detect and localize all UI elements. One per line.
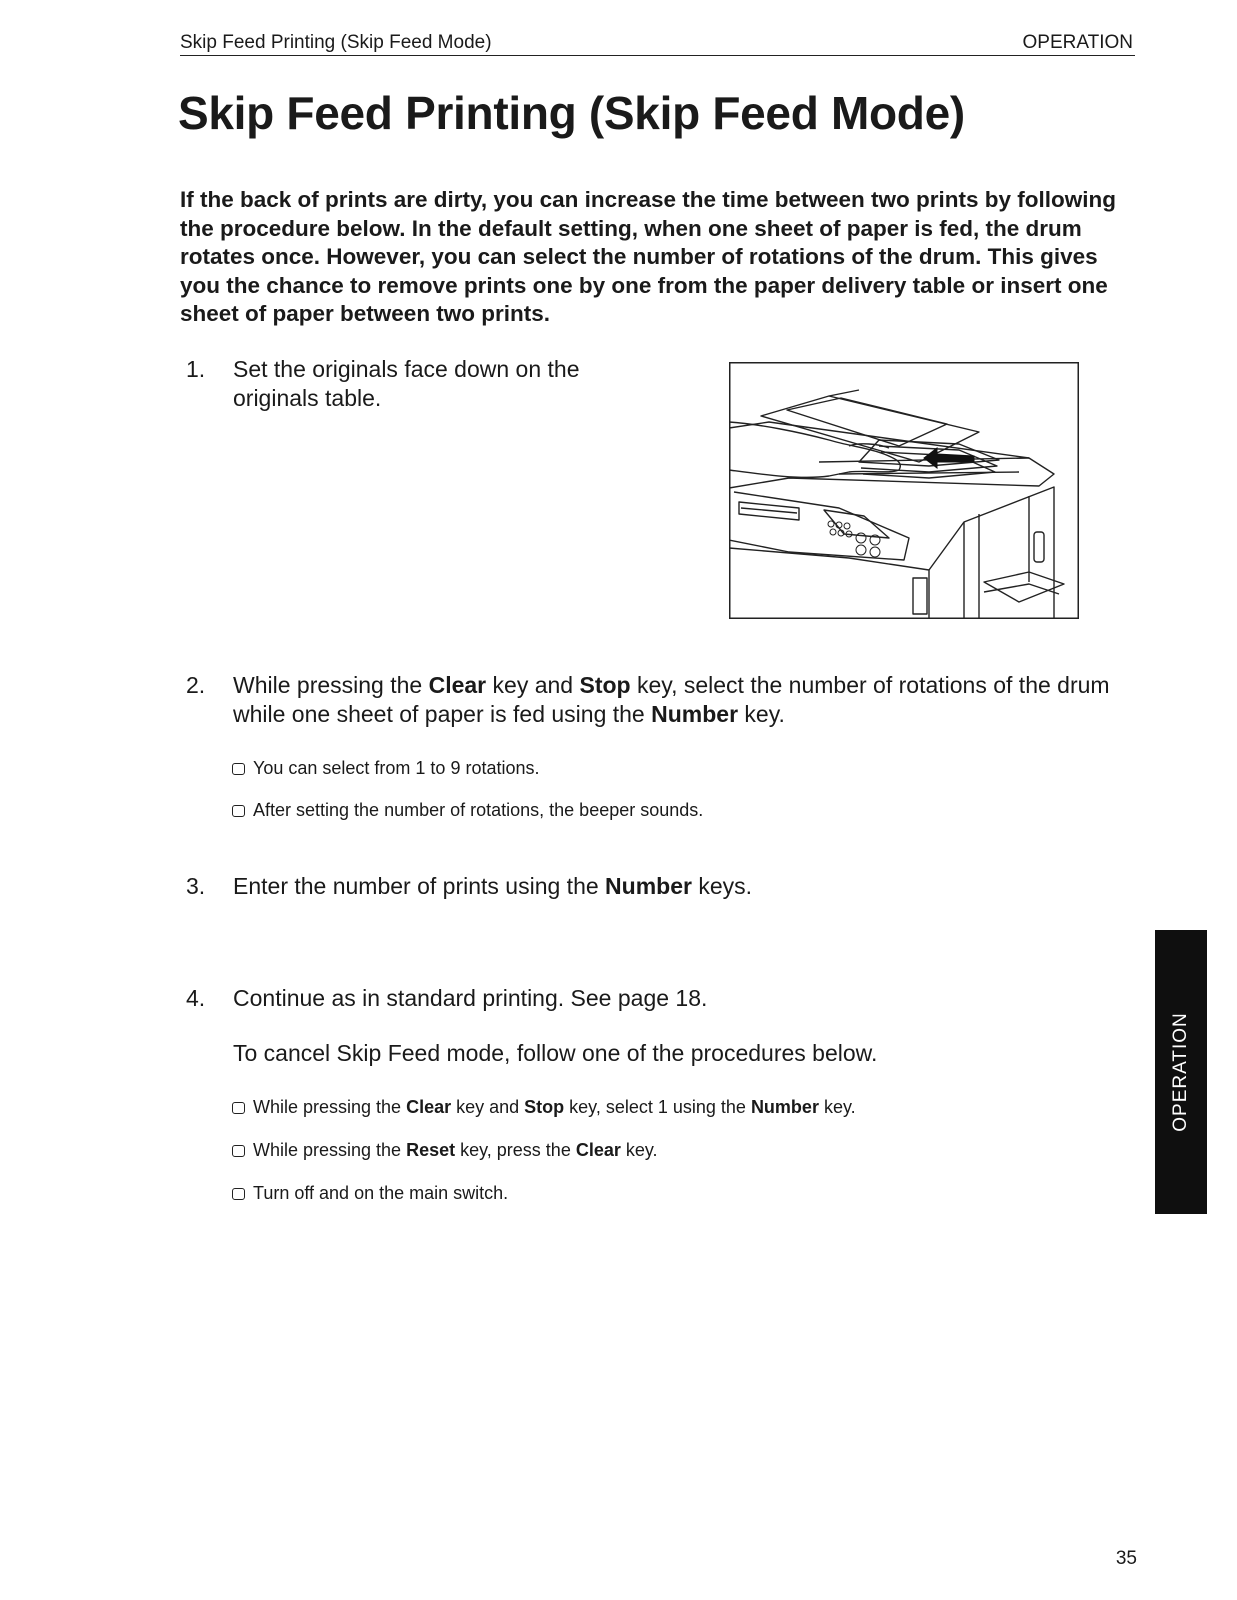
step-2-segment: key, select the number of rotations of the drum (630, 672, 1110, 698)
running-header-section: Skip Feed Printing (Skip Feed Mode) (180, 32, 492, 53)
number-key-label: Number (750, 1097, 819, 1117)
clear-key-label: Clear (428, 672, 487, 698)
reset-key-label: Reset (406, 1140, 456, 1160)
step-2-line-1 (233, 671, 1143, 700)
step-2-line-2 (233, 700, 1143, 729)
page-title: Skip Feed Printing (Skip Feed Mode) (178, 87, 965, 139)
checkbox-bullet-icon (232, 763, 245, 775)
cancel-note-2 (232, 1139, 658, 1161)
note-segment: key. (818, 1097, 856, 1117)
step-3-segment: Enter the number of prints using the (233, 873, 606, 899)
cancel-instructions (180, 1039, 1140, 1069)
step-3-text (233, 872, 752, 901)
step-2-text (233, 671, 1143, 728)
note-segment: key. (620, 1140, 658, 1160)
note-segment: While pressing the (253, 1097, 407, 1117)
step-1-text (233, 355, 643, 412)
checkbox-bullet-icon (232, 1188, 245, 1200)
step-2-note-1 (232, 757, 540, 779)
cancel-note-1 (232, 1096, 856, 1118)
step-2-segment: While pressing the (233, 672, 429, 698)
number-key-label: Number (605, 873, 692, 899)
step-3-segment: keys. (691, 873, 753, 899)
step-2-number: 2. (186, 672, 206, 698)
number-key-label: Number (651, 700, 739, 727)
chapter-side-tab (1155, 930, 1207, 1214)
stop-key-label: Stop (524, 1097, 565, 1117)
checkbox-bullet-icon (232, 1102, 245, 1114)
note-segment: While pressing the (253, 1140, 407, 1160)
originals-table-illustration (729, 362, 1079, 619)
checkbox-bullet-icon (232, 805, 245, 817)
clear-key-label: Clear (575, 1140, 621, 1160)
clear-key-label: Clear (406, 1097, 452, 1117)
machine-drawing (729, 362, 1079, 619)
step-4 (180, 984, 1140, 1014)
stop-key-label: Stop (579, 672, 631, 698)
step-3-number: 3. (186, 873, 206, 899)
header-divider (180, 55, 1135, 56)
step-1-number: 1. (186, 356, 206, 382)
intro-paragraph: If the back of prints are dirty, you can increase the time between two prints by following the procedure below. In the default setting, when one sheet of paper is fed, the drum rotates once. However, you can select the number of rotations of the drum. This gives you the chance to remove prints one by one from the paper delivery table or insert one sheet of paper between two prints. (180, 187, 1117, 326)
note-segment: key, press the (455, 1140, 576, 1160)
note-text: You can select from 1 to 9 rotations. (253, 758, 540, 778)
note-segment: key, select 1 using the (564, 1097, 751, 1117)
cancel-intro: To cancel Skip Feed mode, follow one of the procedures below. (233, 1040, 878, 1066)
checkbox-bullet-icon (232, 1145, 245, 1157)
cancel-note-3 (232, 1182, 508, 1204)
note-segment: Turn off and on the main switch. (253, 1183, 509, 1203)
step-3 (180, 872, 1140, 902)
step-2-segment: while one sheet of paper is fed using the (233, 700, 652, 727)
note-text: After setting the number of rotations, the beeper sounds. (253, 800, 704, 820)
note-segment: key and (451, 1097, 525, 1117)
step-4-text: Continue as in standard printing. See page 18. (233, 985, 708, 1011)
step-1-line-1: Set the originals face down on the (233, 356, 580, 382)
step-2-segment: key. (738, 700, 785, 727)
step-2-note-2 (232, 799, 703, 821)
step-4-number: 4. (186, 985, 206, 1011)
step-2 (180, 671, 1140, 731)
side-tab-label: OPERATION (1170, 1012, 1191, 1132)
step-2-segment: key and (486, 672, 580, 698)
step-1-line-2: originals table. (233, 384, 382, 411)
page-number: 35 (1115, 1548, 1137, 1569)
running-header-chapter: OPERATION (1022, 32, 1133, 53)
